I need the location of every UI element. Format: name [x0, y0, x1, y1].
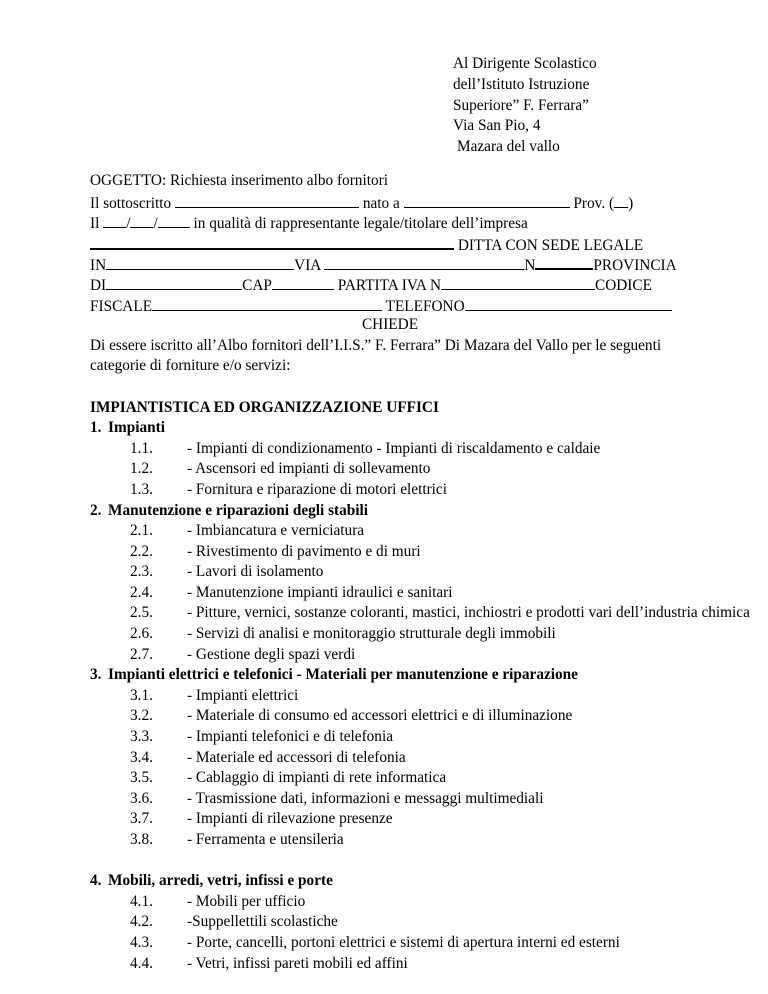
item-label: - Manutenzione impianti idraulici e sanitari: [187, 583, 453, 601]
category-item: [90, 809, 690, 830]
item-label: - Mobili per ufficio: [187, 892, 306, 910]
form-line-date: Il / / in qualità di rappresentante legale/titolare dell’impresa: [90, 212, 690, 233]
category-number: 2.: [90, 501, 102, 519]
item-label: - Trasmissione dati, informazioni e messaggi multimediali: [187, 789, 544, 807]
item-number: 2.5.: [130, 604, 153, 622]
item-number: 4.2.: [130, 913, 153, 931]
item-label: - Ascensori ed impianti di sollevamento: [187, 460, 431, 478]
recipient-line: dell’Istituto Istruzione: [453, 75, 590, 93]
chiede-heading: CHIEDE: [361, 316, 419, 334]
recipient-address: [453, 54, 597, 158]
category-heading: [90, 501, 690, 522]
category-item: [90, 789, 690, 810]
category-item: [90, 583, 690, 604]
recipient-line: Mazara del vallo: [457, 138, 560, 156]
category-item: [90, 954, 690, 975]
cap-field[interactable]: [272, 274, 334, 290]
item-number: 2.7.: [130, 645, 153, 663]
item-number: 3.3.: [130, 728, 153, 746]
item-number: 3.7.: [130, 810, 153, 828]
category-list: [90, 418, 750, 974]
item-label: - Vetri, infissi pareti mobili ed affini: [187, 954, 408, 972]
category-heading: [90, 418, 690, 439]
category-title: Mobili, arredi, vetri, infissi e porte: [108, 872, 333, 890]
item-label: - Rivestimento di pavimento e di muri: [187, 542, 421, 560]
item-label: - Porte, cancelli, portoni elettrici e sistemi di apertura interni ed esterni: [187, 933, 620, 951]
recipient-line: Superiore” F. Ferrara”: [453, 96, 589, 114]
item-label: - Materiale di consumo ed accessori elettrici e di illuminazione: [187, 707, 573, 725]
category-number: 4.: [90, 872, 102, 890]
item-label: - Cablaggio di impianti di rete informatica: [187, 769, 447, 787]
phone-field[interactable]: [465, 295, 672, 311]
category-item: [90, 459, 690, 480]
item-number: 4.4.: [130, 954, 153, 972]
form-line-fiscal: FISCALE TELEFONO: [90, 295, 690, 316]
item-number: 4.3.: [130, 933, 153, 951]
subject: OGGETTO: Richiesta inserimento albo fornitori: [90, 172, 388, 189]
province-name-field[interactable]: [106, 274, 242, 290]
item-label: - Fornitura e riparazione di motori elettrici: [187, 480, 447, 498]
recipient-line: Via San Pio, 4: [453, 117, 541, 135]
category-item: [90, 624, 690, 645]
category-item: [90, 768, 690, 789]
item-label: - Servizi di analisi e monitoraggio strutturale degli immobili: [187, 625, 556, 643]
item-number: 3.4.: [130, 748, 153, 766]
item-number: 3.5.: [130, 769, 153, 787]
category-item: [90, 603, 750, 624]
item-label: - Impianti telefonici e di telefonia: [187, 728, 394, 746]
category-item: [90, 521, 690, 542]
category-item: [90, 912, 690, 933]
item-number: 2.6.: [130, 625, 153, 643]
birth-day-field[interactable]: [103, 212, 126, 228]
item-number: 2.2.: [130, 542, 153, 560]
item-number: 1.1.: [130, 439, 153, 457]
province-field[interactable]: [614, 192, 628, 208]
item-label: - Pitture, vernici, sostanze coloranti, mastici, inchiostri e prodotti vari dell’industria chimica: [187, 604, 750, 622]
category-item: [90, 542, 690, 563]
item-number: 2.4.: [130, 583, 153, 601]
category-item: [90, 645, 690, 666]
item-label: - Materiale ed accessori di telefonia: [187, 748, 406, 766]
item-number: 3.2.: [130, 707, 153, 725]
item-number: 3.1.: [130, 686, 153, 704]
item-number: 2.3.: [130, 563, 153, 581]
form-line-address: IN VIA N PROVINCIA: [90, 253, 690, 274]
birthplace-field[interactable]: [404, 192, 570, 208]
item-label: - Impianti di condizionamento - Impianti di riscaldamento e caldaie: [187, 439, 601, 457]
category-item: [90, 686, 690, 707]
city-field[interactable]: [106, 254, 294, 270]
category-item: [90, 933, 690, 954]
item-number: 4.1.: [130, 892, 153, 910]
category-number: 3.: [90, 666, 102, 684]
category-item: [90, 480, 690, 501]
category-item: [90, 892, 690, 913]
item-number: 3.6.: [130, 789, 153, 807]
item-label: - Gestione degli spazi verdi: [187, 645, 356, 663]
item-label: -Suppellettili scolastiche: [187, 913, 338, 931]
section-title: IMPIANTISTICA ED ORGANIZZAZIONE UFFICI: [90, 398, 439, 416]
category-item: [90, 830, 690, 851]
item-label: - Impianti elettrici: [187, 686, 299, 704]
birth-month-field[interactable]: [130, 212, 153, 228]
category-item: [90, 439, 690, 460]
item-number: 1.3.: [130, 480, 153, 498]
category-title: Impianti elettrici e telefonici - Materiali per manutenzione e riparazione: [108, 666, 578, 684]
item-number: 2.1.: [130, 522, 153, 540]
category-item: [90, 748, 690, 769]
item-label: - Ferramenta e utensileria: [187, 831, 344, 848]
category-heading: [90, 871, 690, 892]
category-title: Manutenzione e riparazioni degli stabili: [108, 501, 369, 519]
form-line-name: Il sottoscritto nato a Prov. ( ): [90, 192, 690, 213]
category-item: [90, 727, 690, 748]
category-heading: [90, 665, 690, 686]
item-number: 3.8.: [130, 831, 153, 848]
category-number: 1.: [90, 419, 102, 437]
form-body: [90, 171, 750, 974]
birth-year-field[interactable]: [158, 212, 190, 228]
company-field[interactable]: [90, 233, 454, 250]
fiscal-code-field[interactable]: [152, 295, 382, 311]
street-number-field[interactable]: [535, 253, 593, 270]
request-text: Di essere iscritto all’Albo fornitori dell’I.I.S.” F. Ferrara” Di Mazara del Vallo per le seguenti categorie di forniture e/o servizi:: [90, 336, 662, 375]
name-field[interactable]: [175, 192, 359, 208]
category-item: [90, 706, 690, 727]
item-label: - Lavori di isolamento: [187, 563, 324, 581]
recipient-line: Al Dirigente Scolastico: [453, 55, 597, 72]
vat-field[interactable]: [441, 274, 595, 290]
street-field[interactable]: [324, 254, 524, 270]
item-label: - Impianti di rilevazione presenze: [187, 810, 393, 828]
category-title: Impianti: [108, 419, 165, 437]
item-number: 1.2.: [130, 460, 153, 478]
form-line-company: DITTA CON SEDE LEGALE: [90, 233, 690, 254]
item-label: - Imbiancatura e verniciatura: [187, 522, 365, 540]
category-item: [90, 562, 690, 583]
form-line-cap: DI CAP PARTITA IVA N CODICE: [90, 274, 690, 295]
